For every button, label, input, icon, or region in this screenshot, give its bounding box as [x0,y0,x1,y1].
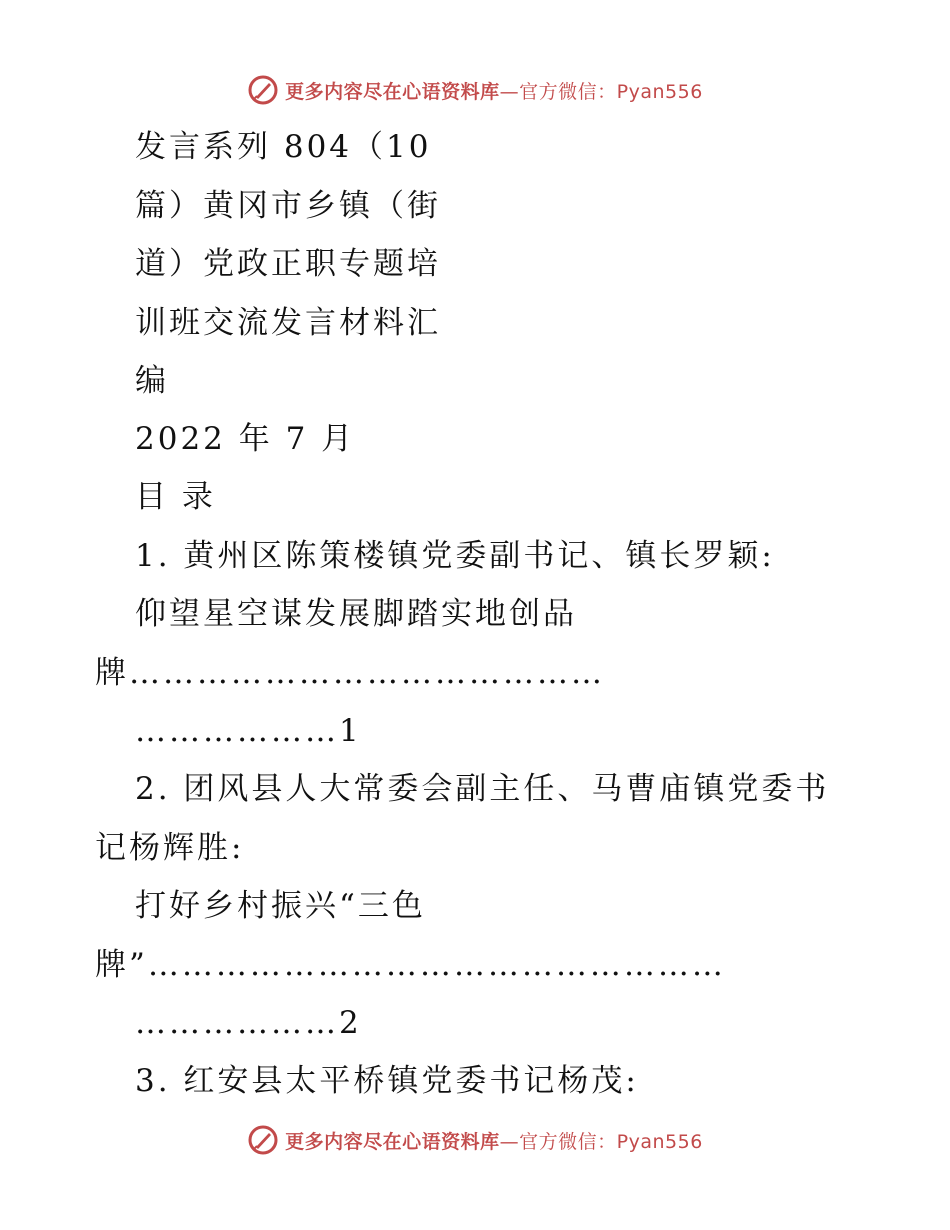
title-line: 编 [135,363,169,399]
toc-line: 仰望星空谋发展脚踏实地创品 [135,596,577,632]
watermark-text: 更多内容尽在心语资料库—官方微信：Pyan556 [285,1130,703,1153]
toc-line: 3. 红安县太平桥镇党委书记杨茂: [135,1063,639,1099]
toc-page-number: ………………1 [135,713,362,749]
quill-circle-icon [247,74,279,106]
title-line: 训班交流发言材料汇 [135,305,441,341]
title-line: 发言系列 804（10 [135,129,432,165]
toc-line: 牌”…………………………………………… [95,947,726,983]
toc-line: 打好乡村振兴“三色 [135,888,426,924]
title-line: 篇）黄冈市乡镇（街 [135,188,441,224]
watermark-banner-top [0,70,950,110]
document-date: 2022 年 7 月 [135,421,356,457]
watermark-banner-bottom [0,1120,950,1160]
toc-heading: 目 录 [135,479,216,515]
title-line: 道）党政正职专题培 [135,246,441,282]
toc-line: 2. 团风县人大常委会副主任、马曹庙镇党委书 [135,771,830,807]
toc-page-number: ………………2 [135,1005,362,1041]
toc-line: 记杨辉胜: [95,830,245,866]
watermark-text: 更多内容尽在心语资料库—官方微信：Pyan556 [285,80,703,103]
toc-line: 牌…………………………………… [95,655,605,691]
quill-circle-icon [247,1124,279,1156]
toc-line: 1. 黄州区陈策楼镇党委副书记、镇长罗颖: [135,538,775,574]
